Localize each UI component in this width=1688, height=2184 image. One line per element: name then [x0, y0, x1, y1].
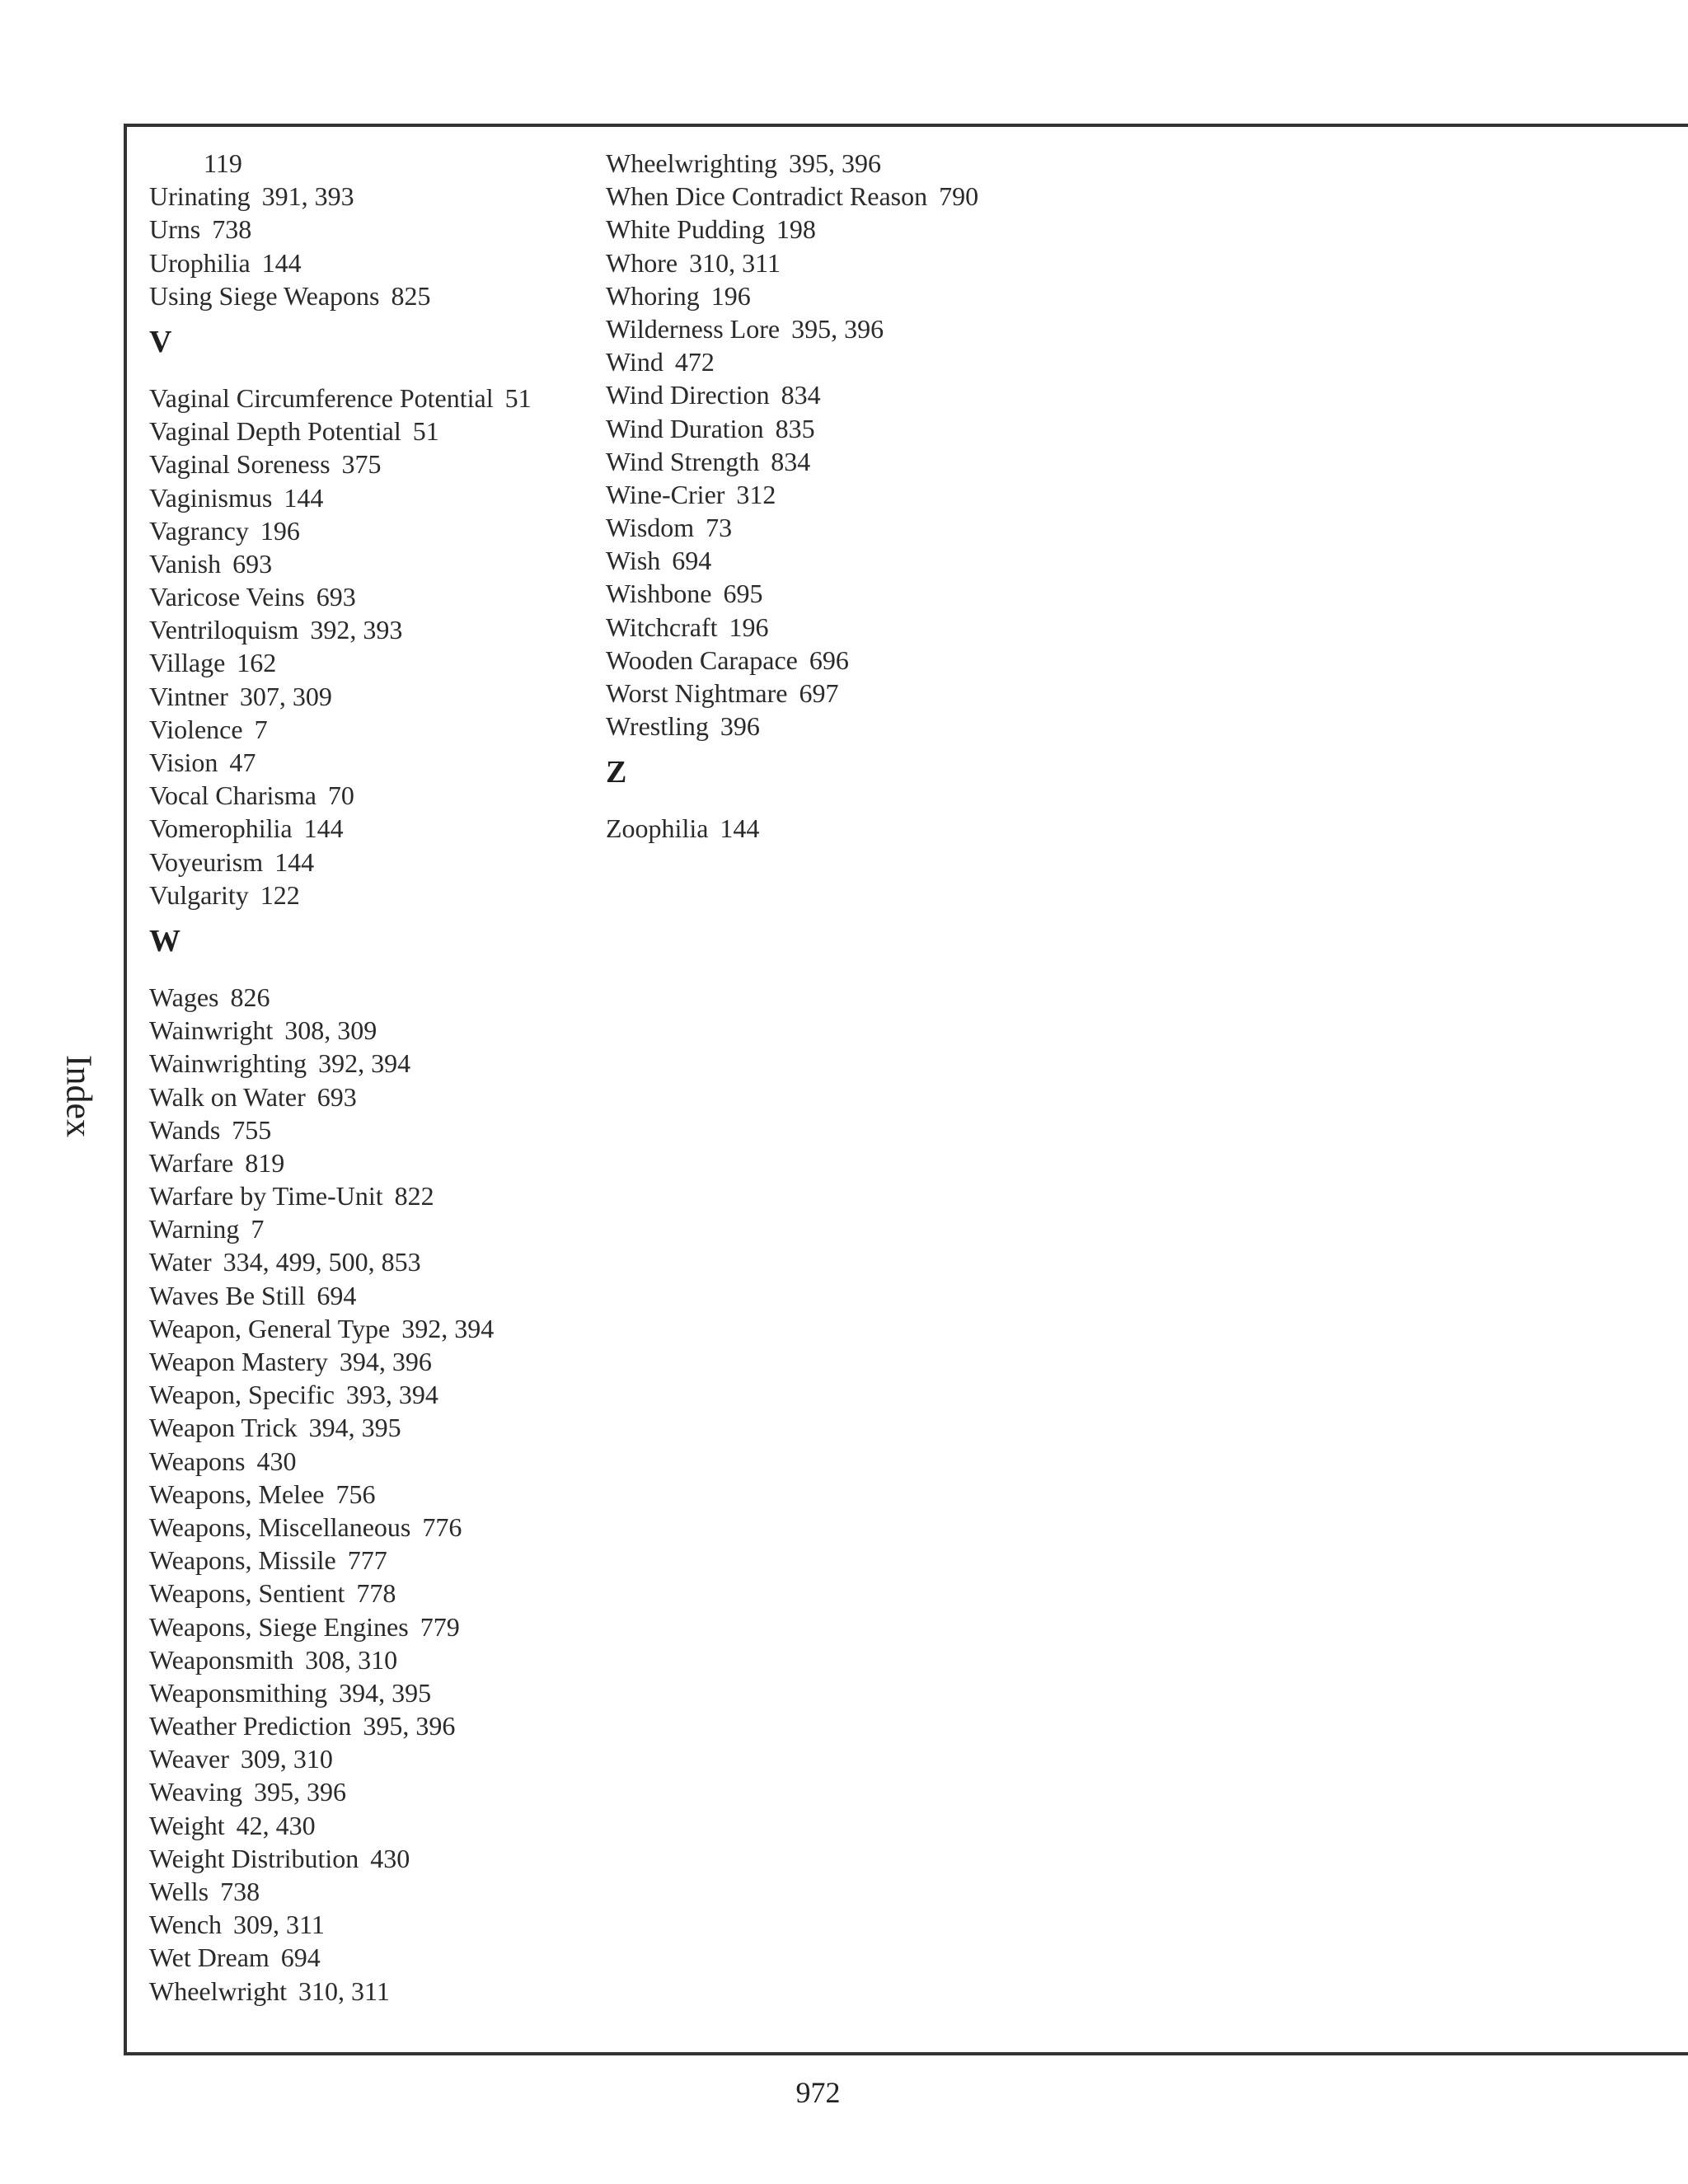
index-page-refs: 334, 499, 500, 853 [223, 1247, 421, 1277]
index-page-refs: 696 [809, 644, 849, 675]
index-entry [149, 846, 532, 879]
index-term: Weapon Trick [149, 1413, 298, 1443]
index-entry [149, 1908, 532, 1941]
index-term: Wench [149, 1910, 223, 1940]
index-page-refs: 694 [280, 1943, 321, 1973]
index-page-refs: 394, 395 [339, 1677, 432, 1708]
index-page-refs: 144 [261, 247, 302, 278]
index-term: Walk on Water [149, 1081, 306, 1112]
index-page-refs: 308, 309 [284, 1015, 377, 1046]
index-entry [606, 345, 978, 378]
index-term: Vision [149, 748, 218, 777]
index-term: Whoring [606, 280, 700, 311]
index-page-refs: 310, 311 [689, 247, 781, 278]
index-term: Wind [606, 347, 663, 377]
index-page-refs: 394, 395 [308, 1413, 401, 1443]
index-term: Wind Direction [606, 380, 770, 410]
index-term: Warning [149, 1214, 240, 1244]
index-term: Varicose Veins [149, 582, 305, 612]
index-term: Wands [149, 1114, 221, 1145]
index-page-refs: 122 [260, 879, 300, 910]
index-page-refs: 196 [260, 515, 300, 546]
index-entry [149, 1113, 532, 1146]
index-page-refs: 393, 394 [345, 1380, 438, 1410]
index-term: Wages [149, 982, 219, 1012]
index-term: Wisdom [606, 513, 695, 543]
index-page-refs: 777 [347, 1545, 387, 1576]
index-term: Vanish [149, 548, 222, 579]
index-term: Wish [606, 546, 661, 576]
index-page-refs: 779 [420, 1611, 460, 1642]
index-page-refs: 395, 396 [253, 1777, 346, 1807]
index-page-refs: 755 [232, 1114, 272, 1145]
index-page-refs: 835 [775, 413, 815, 443]
index-entry [149, 246, 532, 279]
page-number: 972 [795, 2076, 841, 2109]
index-term: Vulgarity [149, 879, 249, 910]
index-page-refs: 307, 309 [239, 681, 332, 711]
index-entry [149, 1676, 532, 1709]
index-term: Vagrancy [149, 515, 249, 546]
index-page-refs: 822 [394, 1181, 434, 1212]
index-entry [149, 981, 532, 1014]
index-letter-heading: V [149, 324, 172, 359]
index-term: Urinating [149, 181, 251, 212]
index-term: Wheelwrighting [606, 148, 777, 178]
index-term: Wind Duration [606, 413, 764, 443]
index-entry [606, 812, 978, 845]
index-page-refs: 73 [706, 513, 733, 543]
index-page-refs: 144 [303, 813, 344, 844]
index-page-refs: 51 [412, 416, 439, 447]
index-entry [606, 279, 978, 312]
index-entry [149, 1245, 532, 1278]
index-page-refs: 776 [422, 1511, 462, 1542]
index-entry [149, 1014, 532, 1047]
index-term: Weather Prediction [149, 1711, 352, 1741]
index-page-refs: 51 [504, 382, 532, 413]
index-entry [149, 746, 532, 779]
index-page-refs: 693 [316, 582, 356, 612]
index-term: Weapons, Missile [149, 1545, 336, 1576]
index-entry [149, 779, 532, 812]
index-term: Worst Nightmare [606, 678, 788, 708]
index-entry [149, 1709, 532, 1742]
index-entry [606, 677, 978, 710]
index-entry [149, 1742, 532, 1775]
index-term: Vaginal Soreness [149, 449, 331, 480]
index-term: Whore [606, 247, 678, 278]
index-page-refs: 756 [335, 1479, 376, 1509]
index-page-refs: 392, 394 [318, 1048, 411, 1079]
index-page-refs: 834 [781, 380, 821, 410]
index-term: Vintner [149, 681, 228, 711]
index-page-refs: 392, 393 [310, 615, 403, 645]
index-entry [606, 611, 978, 644]
index-entry [149, 1047, 532, 1080]
index-page-refs: 47 [229, 748, 256, 777]
index-page-refs: 394, 396 [339, 1347, 432, 1376]
index-term: Urophilia [149, 247, 251, 278]
index-term: Wooden Carapace [606, 644, 798, 675]
index-term: Weaponsmith [149, 1644, 294, 1675]
index-page-refs: 472 [674, 347, 715, 377]
index-entry [149, 1577, 532, 1610]
index-page-refs: 738 [212, 214, 252, 245]
index-term: Weapons, Melee [149, 1479, 325, 1509]
index-term: Urns [149, 214, 201, 245]
index-term: Village [149, 648, 226, 678]
index-page-refs: 198 [776, 214, 816, 245]
index-page-refs: 312 [736, 479, 776, 509]
index-term: Voyeurism [149, 846, 264, 877]
index-page-refs: 144 [274, 846, 315, 877]
index-page-refs: 825 [391, 280, 431, 311]
index-entry [606, 577, 978, 610]
index-term: Weight [149, 1810, 225, 1840]
index-entry [149, 1445, 532, 1478]
index-page-refs: 391, 393 [261, 181, 354, 212]
index-term: Wishbone [606, 579, 712, 609]
section-side-label: Index [59, 1054, 100, 1138]
index-entry [149, 1378, 532, 1411]
index-page-refs: 395, 396 [363, 1711, 456, 1741]
index-page-refs: 395, 396 [788, 148, 881, 178]
index-term: Weaponsmithing [149, 1677, 328, 1708]
index-term: Weapons, Siege Engines [149, 1611, 409, 1642]
index-entry [149, 1643, 532, 1676]
index-page-refs: 834 [771, 446, 811, 476]
index-entry [149, 415, 532, 448]
index-page-refs: 42, 430 [236, 1810, 316, 1840]
index-entry [606, 644, 978, 677]
index-term: Weaving [149, 1777, 242, 1807]
index-term: Vaginal Depth Potential [149, 416, 401, 447]
index-entry [149, 1179, 532, 1212]
index-page-refs: 144 [720, 813, 760, 844]
index-term: Wind Strength [606, 446, 760, 476]
index-term: Warfare by Time-Unit [149, 1181, 383, 1212]
index-entry [149, 613, 532, 646]
index-term: Wainwright [149, 1015, 274, 1046]
index-term: Weapons, Sentient [149, 1578, 345, 1609]
index-term: White Pudding [606, 214, 765, 245]
index-term: Wrestling [606, 711, 709, 742]
index-entry [606, 412, 978, 445]
index-page-refs: 196 [729, 612, 769, 642]
index-entry [149, 279, 532, 312]
index-term: Wine-Crier [606, 479, 725, 509]
index-entry [149, 213, 532, 246]
index-term: Vaginal Circumference Potential [149, 382, 494, 413]
index-entry [606, 312, 978, 345]
index-entry [149, 580, 532, 613]
index-entry [149, 514, 532, 547]
index-page-refs: 430 [256, 1446, 297, 1476]
index-entry-continuation [149, 147, 532, 180]
index-entry [149, 547, 532, 580]
index-term: Weapon, Specific [149, 1380, 335, 1410]
index-page-refs: 7 [251, 1214, 265, 1244]
index-term: Weapons [149, 1446, 246, 1476]
index-page-refs: 826 [230, 982, 270, 1012]
index-letter-heading: W [149, 923, 181, 958]
index-term: Zoophilia [606, 813, 709, 844]
index-entry [149, 879, 532, 912]
index-entry [149, 1411, 532, 1444]
index-entry [606, 246, 978, 279]
index-page-refs: 162 [237, 648, 277, 678]
index-term: Ventriloquism [149, 615, 299, 645]
index-page-refs: 694 [672, 546, 712, 576]
index-term: Weapon, General Type [149, 1313, 391, 1343]
index-entry [149, 1080, 532, 1113]
index-page-refs: 309, 310 [240, 1744, 333, 1774]
index-term: When Dice Contradict Reason [606, 181, 928, 212]
index-entry [606, 544, 978, 577]
index-entry [606, 478, 978, 511]
index-entry [149, 1279, 532, 1312]
index-entry [149, 1875, 532, 1908]
index-entry [149, 1544, 532, 1577]
index-entry [149, 1775, 532, 1808]
index-letter-heading: Z [606, 755, 627, 790]
index-page-refs: 819 [245, 1147, 285, 1178]
index-term: Vaginismus [149, 482, 273, 513]
index-entry [149, 1478, 532, 1511]
index-entry [606, 445, 978, 478]
index-page-refs: 309, 311 [233, 1910, 325, 1940]
index-page-refs: 396 [720, 711, 760, 742]
index-entry [149, 1146, 532, 1179]
index-page-refs: 196 [710, 280, 751, 311]
index-entry [149, 1941, 532, 1974]
index-term: Violence [149, 714, 243, 744]
index-entry [149, 812, 532, 845]
index-page-refs: 375 [341, 449, 382, 480]
index-page-refs: 790 [939, 181, 979, 212]
index-entry [149, 646, 532, 679]
index-term: Warfare [149, 1147, 234, 1178]
index-term: Weapon Mastery [149, 1347, 328, 1376]
index-page-refs: 144 [284, 482, 324, 513]
index-column-left [149, 147, 532, 2008]
index-entry [149, 1312, 532, 1345]
index-entry [149, 180, 532, 213]
index-term: Wheelwright [149, 1975, 288, 2006]
index-page-refs: 738 [220, 1877, 260, 1906]
index-term: Waves Be Still [149, 1280, 306, 1310]
index-entry [606, 213, 978, 246]
index-term: Wet Dream [149, 1943, 270, 1973]
index-term: Wells [149, 1877, 209, 1906]
index-term: Weaver [149, 1744, 229, 1774]
index-term: Water [149, 1247, 212, 1277]
index-term: Witchcraft [606, 612, 718, 642]
index-page-refs: 395, 396 [791, 313, 884, 344]
index-entry [149, 382, 532, 415]
index-page-refs: 778 [356, 1578, 396, 1609]
index-page-refs: 697 [799, 678, 839, 708]
index-term: Using Siege Weapons [149, 280, 380, 311]
index-entry [606, 710, 978, 743]
index-page-refs: 119 [204, 148, 242, 178]
index-entry [606, 180, 978, 213]
index-page-refs: 693 [316, 1081, 357, 1112]
index-page-refs: 392, 394 [401, 1313, 495, 1343]
index-page-refs: 430 [370, 1843, 410, 1873]
index-term: Vocal Charisma [149, 780, 316, 811]
index-entry [149, 448, 532, 480]
index-entry [149, 1610, 532, 1643]
index-term: Weight Distribution [149, 1843, 359, 1873]
index-entry [606, 147, 978, 180]
index-page-refs: 308, 310 [305, 1644, 398, 1675]
index-entry [149, 1511, 532, 1544]
index-entry [606, 511, 978, 544]
index-page-refs: 693 [232, 548, 273, 579]
index-page-refs: 695 [723, 579, 763, 609]
index-page-refs: 694 [316, 1280, 357, 1310]
index-entry [606, 378, 978, 411]
index-entry [149, 1975, 532, 2008]
index-page-refs: 7 [254, 714, 268, 744]
index-term: Wilderness Lore [606, 313, 781, 344]
index-term: Vomerophilia [149, 813, 293, 844]
index-column-right [606, 147, 978, 846]
index-entry [149, 1809, 532, 1842]
index-entry [149, 1212, 532, 1245]
index-page-refs: 70 [327, 780, 354, 811]
index-entry [149, 1345, 532, 1378]
index-entry [149, 481, 532, 514]
index-entry [149, 680, 532, 713]
index-term: Weapons, Miscellaneous [149, 1511, 411, 1542]
index-entry [149, 1842, 532, 1875]
index-term: Wainwrighting [149, 1048, 307, 1079]
index-page-refs: 310, 311 [298, 1975, 390, 2006]
index-entry [149, 713, 532, 746]
